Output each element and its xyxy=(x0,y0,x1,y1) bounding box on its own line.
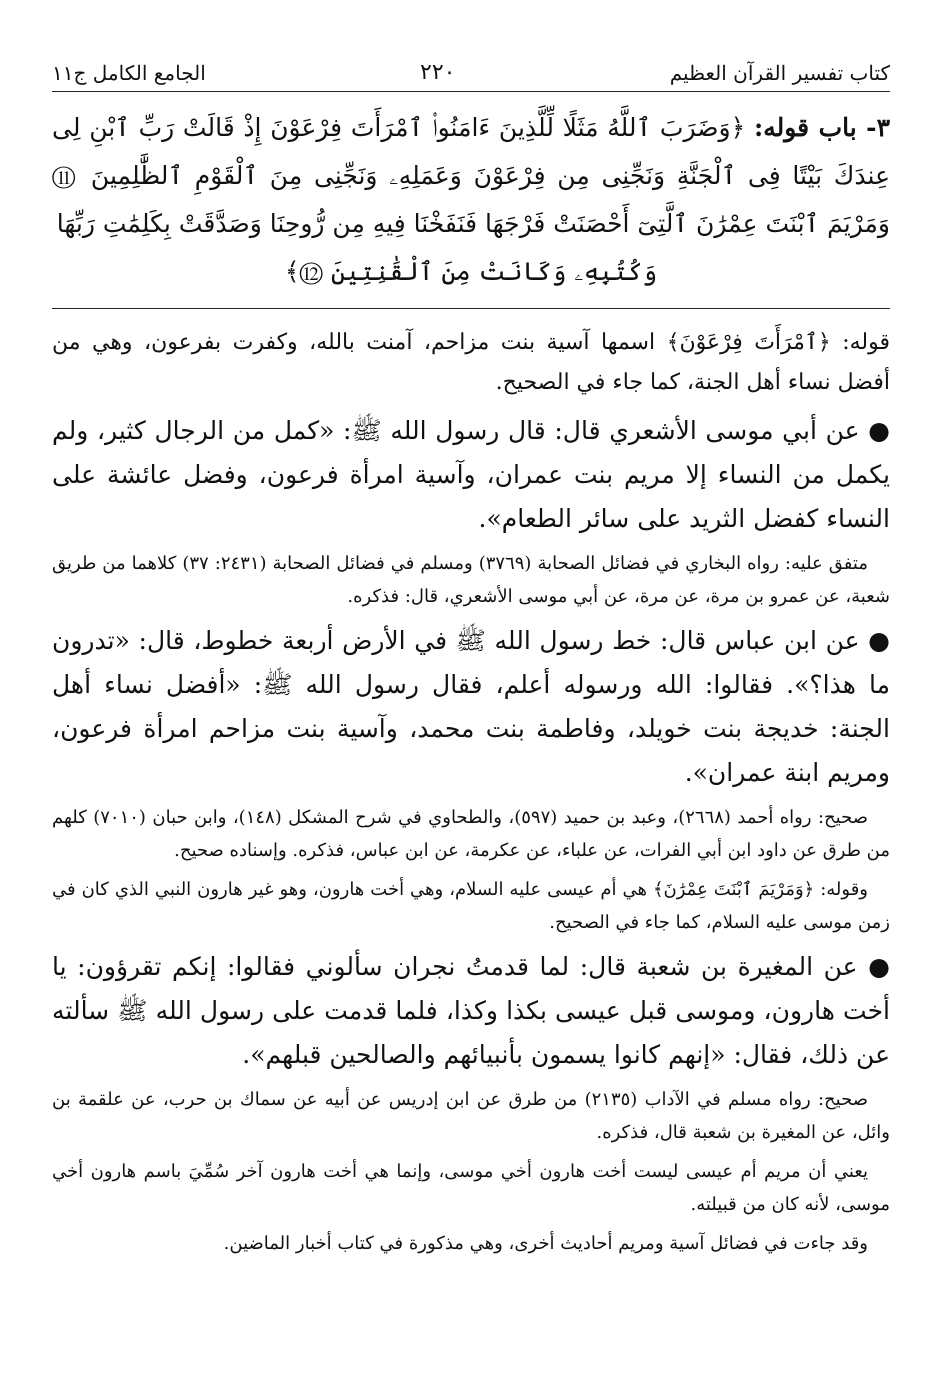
divider xyxy=(52,308,890,309)
commentary-paragraph: قوله: ﴿ٱمْرَأَتَ فِرْعَوْنَ﴾ اسمها آسية بنت مزاحم، آمنت بالله، وكفرت بفرعون، وهي من أفضل نساء أهل الجنة، كما جاء في الصحيح. xyxy=(52,330,890,395)
page-number: ٢٢٠ xyxy=(420,60,456,85)
page-body xyxy=(52,104,890,1260)
verse-text: ﴿وَضَرَبَ ٱللَّهُ مَثَلًا لِّلَّذِينَ ءَامَنُوا۟ ٱمْرَأَتَ فِرْعَوْنَ إِذْ قَالَتْ رَبِّ ٱبْنِ لِى عِندَكَ بَيْتًا فِى ٱلْجَنَّةِ وَنَجِّنِى مِن فِرْعَوْنَ وَعَمَلِهِۦ وَنَجِّنِى مِنَ ٱلْقَوْمِ ٱلظَّٰلِمِينَ ⑪ وَمَرْيَمَ ٱبْنَتَ عِمْرَٰنَ ٱلَّتِىٓ أَحْصَنَتْ فَرْجَهَا فَنَفَخْنَا فِيهِ مِن رُّوحِنَا وَصَدَّقَتْ بِكَلِمَٰتِ رَبِّهَا xyxy=(52,113,890,238)
takhrij-paragraph: صحيح: رواه أحمد (٢٦٦٨)، وعبد بن حميد (٥٩٧)، والطحاوي في شرح المشكل (١٤٨)، وابن حبان (٧٠١٠) كلهم من طرق عن داود ابن أبي الفرات، عن علباء، عن عكرمة، عن ابن عباس، فذكره. وإسناده صحيح. xyxy=(52,807,890,861)
takhrij-paragraph: صحيح: رواه مسلم في الآداب (٢١٣٥) من طرق عن ابن إدريس عن أبيه عن سماك بن حرب، عن علقمة بن وائل، عن المغيرة بن شعبة قال، فذكره. xyxy=(52,1089,890,1143)
page xyxy=(52,60,890,1266)
takhrij-paragraph: متفق عليه: رواه البخاري في فضائل الصحابة (٣٧٦٩) ومسلم في فضائل الصحابة (٢٤٣١: ٣٧) كلاهما من طريق شعبة، عن عمرو بن مرة، عن مرة، عن أبي موسى الأشعري، قال: فذكره. xyxy=(52,553,890,607)
hadith-paragraph: ● عن ابن عباس قال: خط رسول الله ﷺ في الأرض أربعة خطوط، قال: «تدرون ما هذا؟». فقالوا: الله ورسوله أعلم، فقال رسول الله ﷺ: «أفضل نساء أهل الجنة: خديجة بنت خويلد، وفاطمة بنت محمد، وآسية بنت مزاحم امرأة فرعون، ومريم ابنة عمران». xyxy=(52,626,890,787)
hadith-paragraph: ● عن أبي موسى الأشعري قال: قال رسول الله ﷺ: «كمل من الرجال كثير، ولم يكمل من النساء إلا مريم بنت عمران، وآسية امرأة فرعون، وفضل عائشة على النساء كفضل الثريد على سائر الطعام». xyxy=(52,416,890,533)
chapter-verse xyxy=(52,104,890,296)
chapter-heading: ٣- باب قوله: xyxy=(753,113,890,142)
verse-text-end: وَكُتُبِهِۦ وَكَانَتْ مِنَ ٱلْقَٰنِتِينَ ⑫﴾ xyxy=(284,257,658,286)
commentary-paragraph: وقوله: ﴿وَمَرْيَمَ ٱبْنَتَ عِمْرَٰنَ﴾ هي أم عيسى عليه السلام، وهي أخت هارون، وهو غير هارون النبي الذي كان في زمن موسى عليه السلام، كما جاء في الصحيح. xyxy=(52,879,890,933)
commentary-paragraph: يعني أن مريم أم عيسى ليست أخت هارون أخي موسى، وإنما هي أخت هارون آخر سُمِّيَ باسم هارون أخي موسى، لأنه كان من قبيلته. xyxy=(52,1161,890,1215)
running-header xyxy=(52,60,890,92)
header-volume-title: الجامع الكامل ج١١ xyxy=(52,61,206,85)
header-book-title: كتاب تفسير القرآن العظيم xyxy=(669,61,890,85)
closing-paragraph: وقد جاءت في فضائل آسية ومريم أحاديث أخرى، وهي مذكورة في كتاب أخبار الماضين. xyxy=(223,1233,868,1254)
hadith-paragraph: ● عن المغيرة بن شعبة قال: لما قدمتُ نجران سألوني فقالوا: إنكم تقرؤون: يا أخت هارون، وموسى قبل عيسى بكذا وكذا، فلما قدمت على رسول الله ﷺ سألته عن ذلك، فقال: «إنهم كانوا يسمون بأنبيائهم والصالحين قبلهم». xyxy=(52,952,890,1069)
